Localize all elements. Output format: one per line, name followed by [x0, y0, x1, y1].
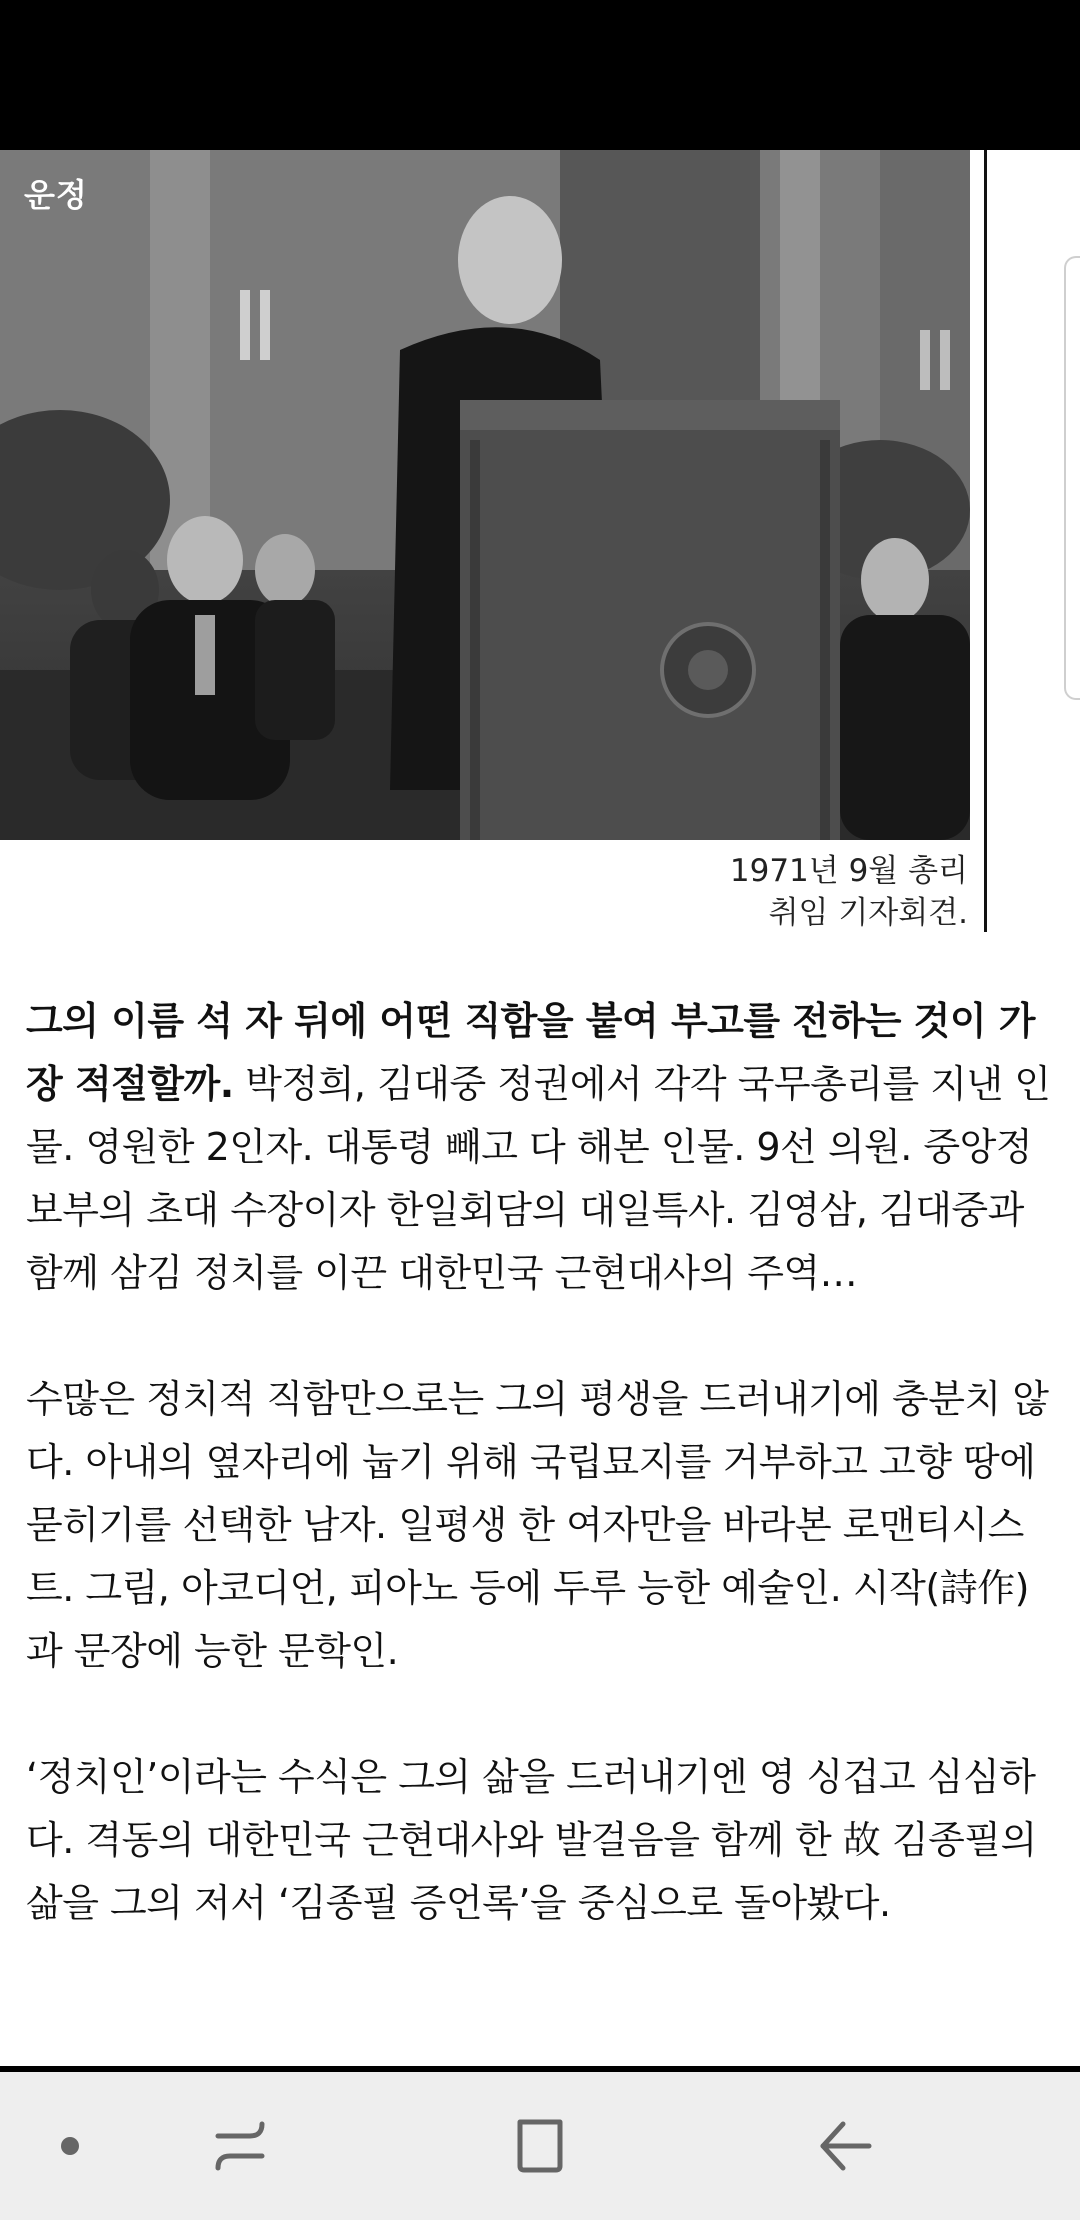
photo-caption [730, 850, 968, 934]
status-bar [0, 0, 1080, 150]
paragraph: ‘정치인’이라는 수식은 그의 삶을 드러내기엔 영 싱겁고 심심하다. 격동의 대한민국 근현대사와 발걸음을 함께 한 故 김종필의 삶을 그의 저서 ‘김종필 증언록’을 중심으로 돌아봤다. [26, 1755, 1037, 1925]
dot-icon[interactable] [30, 2072, 110, 2220]
edge-panel-handle[interactable] [1064, 256, 1080, 700]
photo-divider [984, 150, 987, 932]
paragraph [26, 990, 1056, 1305]
news-photo [0, 150, 970, 840]
article-content[interactable] [0, 150, 1080, 2066]
press-conference-photo [0, 150, 970, 840]
lead-sentence: 그의 이름 석 자 뒤에 어떤 직함을 붙여 부고를 전하는 것이 가장 적절할까. [26, 999, 1036, 1106]
navigation-bar [0, 2072, 1080, 2220]
home-icon[interactable] [490, 2072, 590, 2220]
paragraph: 수많은 정치적 직함만으로는 그의 평생을 드러내기에 충분치 않다. 아내의 옆자리에 눕기 위해 국립묘지를 거부하고 고향 땅에 묻히기를 선택한 남자. 일평생 한 여자만을 바라본 로맨티시스트. 그림, 아코디언, 피아노 등에 두루 능한 예술인. 시작(詩作)과 문장에 능한 문학인. [26, 1377, 1049, 1673]
caption-line: 취임 기자회견. [768, 895, 968, 931]
back-icon[interactable] [795, 2072, 895, 2220]
photo-label: 운정 [24, 176, 88, 214]
recents-icon[interactable] [190, 2072, 290, 2220]
article-body [26, 990, 1056, 1998]
paragraph-text: 박정희, 김대중 정권에서 각각 국무총리를 지낸 인물. 영원한 2인자. 대통령 빼고 다 해본 인물. 9선 의원. 중앙정보부의 초대 수장이자 한일회담의 대일특사. 김영삼, 김대중과 함께 삼김 정치를 이끈 대한민국 근현대사의 주역… [26, 1062, 1051, 1295]
caption-line: 1971년 9월 총리 [729, 853, 968, 889]
